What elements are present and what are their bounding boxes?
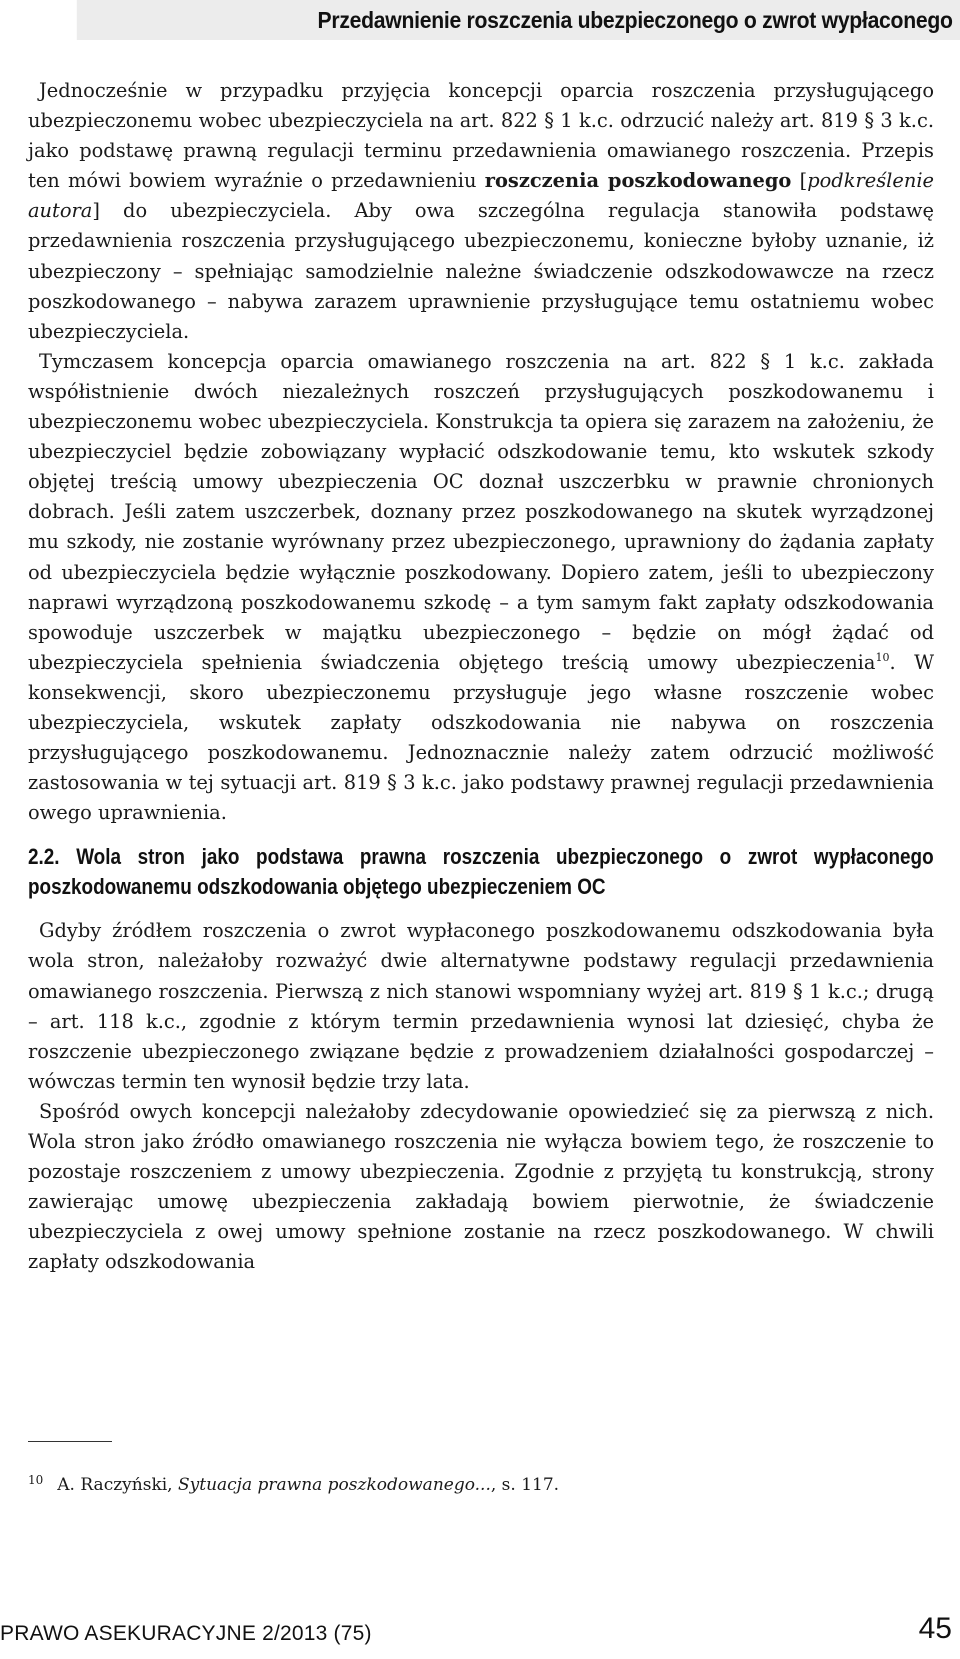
paragraph-3: Gdyby źródłem roszczenia o zwrot wypłaconego poszkodowanemu odszkodowania była wola stron, należałoby rozważyć dwie alternatywne podstawy regulacji przedawnienia omawianego roszczenia. Pierwszą z nich stanowi wspomniany wyżej art. 819 § 1 k.c.; drugą – art. 118 k.c., zgodnie z którym termin przedawnienia wynosi lat dziesięć, chyba że roszczenie ubezpieczonego związane będzie z prowadzeniem działalności gospodarczej – wówczas termin ten wynosił będzie trzy lata.	[28, 919, 934, 1093]
footnote-number: 10	[28, 1473, 44, 1487]
p1-text-b: do ubezpieczyciela. Aby owa szczególna regulacja stanowiła podstawę przedawnienia roszczenia przysługującego ubezpieczonemu, konieczne byłoby uznanie, iż ubezpieczony – spełniając samodzielnie należne świadczenie odszkodowawcze na rzecz poszkodowanego – nabywa zarazem uprawnienie przysługujące temu ostatniemu wobec ubezpieczyciela.	[28, 199, 934, 343]
footnote-title: Sytuacja prawna poszkodowanego...	[178, 1475, 491, 1495]
p2-text-b: . W konsekwencji, skoro ubezpieczonemu przysługuje jego własne roszczenie wobec ubezpieczyciela, wskutek zapłaty odszkodowania nie nabywa on roszczenia przysługującego poszkodowanemu. Jednoznacznie należy zatem odrzucić możliwość zastosowania w tej sytuacji art. 819 § 3 k.c. jako podstawy prawnej regulacji przedawnienia owego uprawnienia.	[28, 650, 935, 825]
footnote-author: A. Raczyński,	[57, 1475, 178, 1495]
paragraph-1	[28, 76, 934, 347]
footer-journal-name: PRAWO ASEKURACYJNE 2/2013 (75)	[0, 1622, 372, 1645]
footnote-divider	[28, 1441, 112, 1442]
paragraph-2	[28, 347, 934, 829]
p1-bold-phrase: roszczenia poszkodowanego	[484, 169, 792, 193]
p2-text-a: Tymczasem koncepcja oparcia omawianego roszczenia na art. 822 § 1 k.c. zakłada współistnienie dwóch niezależnych roszczeń przysługujących poszkodowanemu i ubezpieczonemu wobec ubezpieczyciela. Konstrukcja ta opiera się zarazem na założeniu, że ubezpieczyciel będzie zobowiązany wypłacić odszkodowanie temu, kto wskutek szkody objętej treścią umowy ubezpieczenia OC doznał uszczerbku w prawnie chronionych dobrach. Jeśli zatem uszczerbek, doznany przez poszkodowanego na skutek wyrządzonej mu szkody, nie zostanie wyrównany przez ubezpieczonego, uprawniony do żądania zapłaty od ubezpieczyciela będzie wyłącznie poszkodowany. Dopiero zatem, jeśli to ubezpieczony naprawi wyrządzoną poszkodowanemu szkodę – a tym samym fakt zapłaty odszkodowania spowoduje uszczerbek w majątku ubezpieczonego – będzie on mógł żądać od ubezpieczyciela spełnienia świadczenia objętego treścią umowy ubezpieczenia	[28, 349, 934, 674]
footnote-ref-10[interactable]: 10	[875, 650, 890, 664]
page-number: 45	[918, 1612, 952, 1645]
p1-bracket-open: [	[791, 169, 808, 193]
paragraph-4: Spośród owych koncepcji należałoby zdecydowanie opowiedzieć się za pierwszą z nich. Wola stron jako źródło omawianego roszczenia nie wyłącza bowiem tego, że roszczenie to pozostaje roszczeniem z umowy ubezpieczenia. Zgodnie z przyjętą tu konstrukcją, strony zawierając umowę ubezpieczenia zakładają bowiem pierwotnie, że świadczenie ubezpieczyciela z owej umowy spełnione zostanie na rzecz poszkodowanego. W chwili zapłaty odszkodowania	[28, 1099, 934, 1274]
footnote-10	[28, 1468, 559, 1497]
section-heading: 2.2. Wola stron jako podstawa prawna roszczenia ubezpieczonego o zwrot wypłaconego poszkodowanemu odszkodowania objętego ubezpieczeniem OC	[28, 844, 934, 900]
article-body	[28, 76, 934, 1277]
p1-text-a: Jednocześnie w przypadku przyjęcia koncepcji oparcia roszczenia przysługującego ubezpieczonemu wobec ubezpieczyciela na art. 822 § 1 k.c. odrzucić należy art. 819 § 3 k.c. jako podstawę prawną regulacji terminu przedawnienia omawianego roszczenia. Przepis ten mówi bowiem wyraźnie o przedawnieniu	[28, 79, 934, 193]
p1-italic-note: podkreślenie autora	[28, 169, 934, 223]
running-head: Przedawnienie roszczenia ubezpieczonego o zwrot wypłaconego	[77, 0, 960, 40]
footnote-rest: , s. 117.	[490, 1475, 560, 1495]
p1-bracket-close: ]	[92, 199, 100, 223]
